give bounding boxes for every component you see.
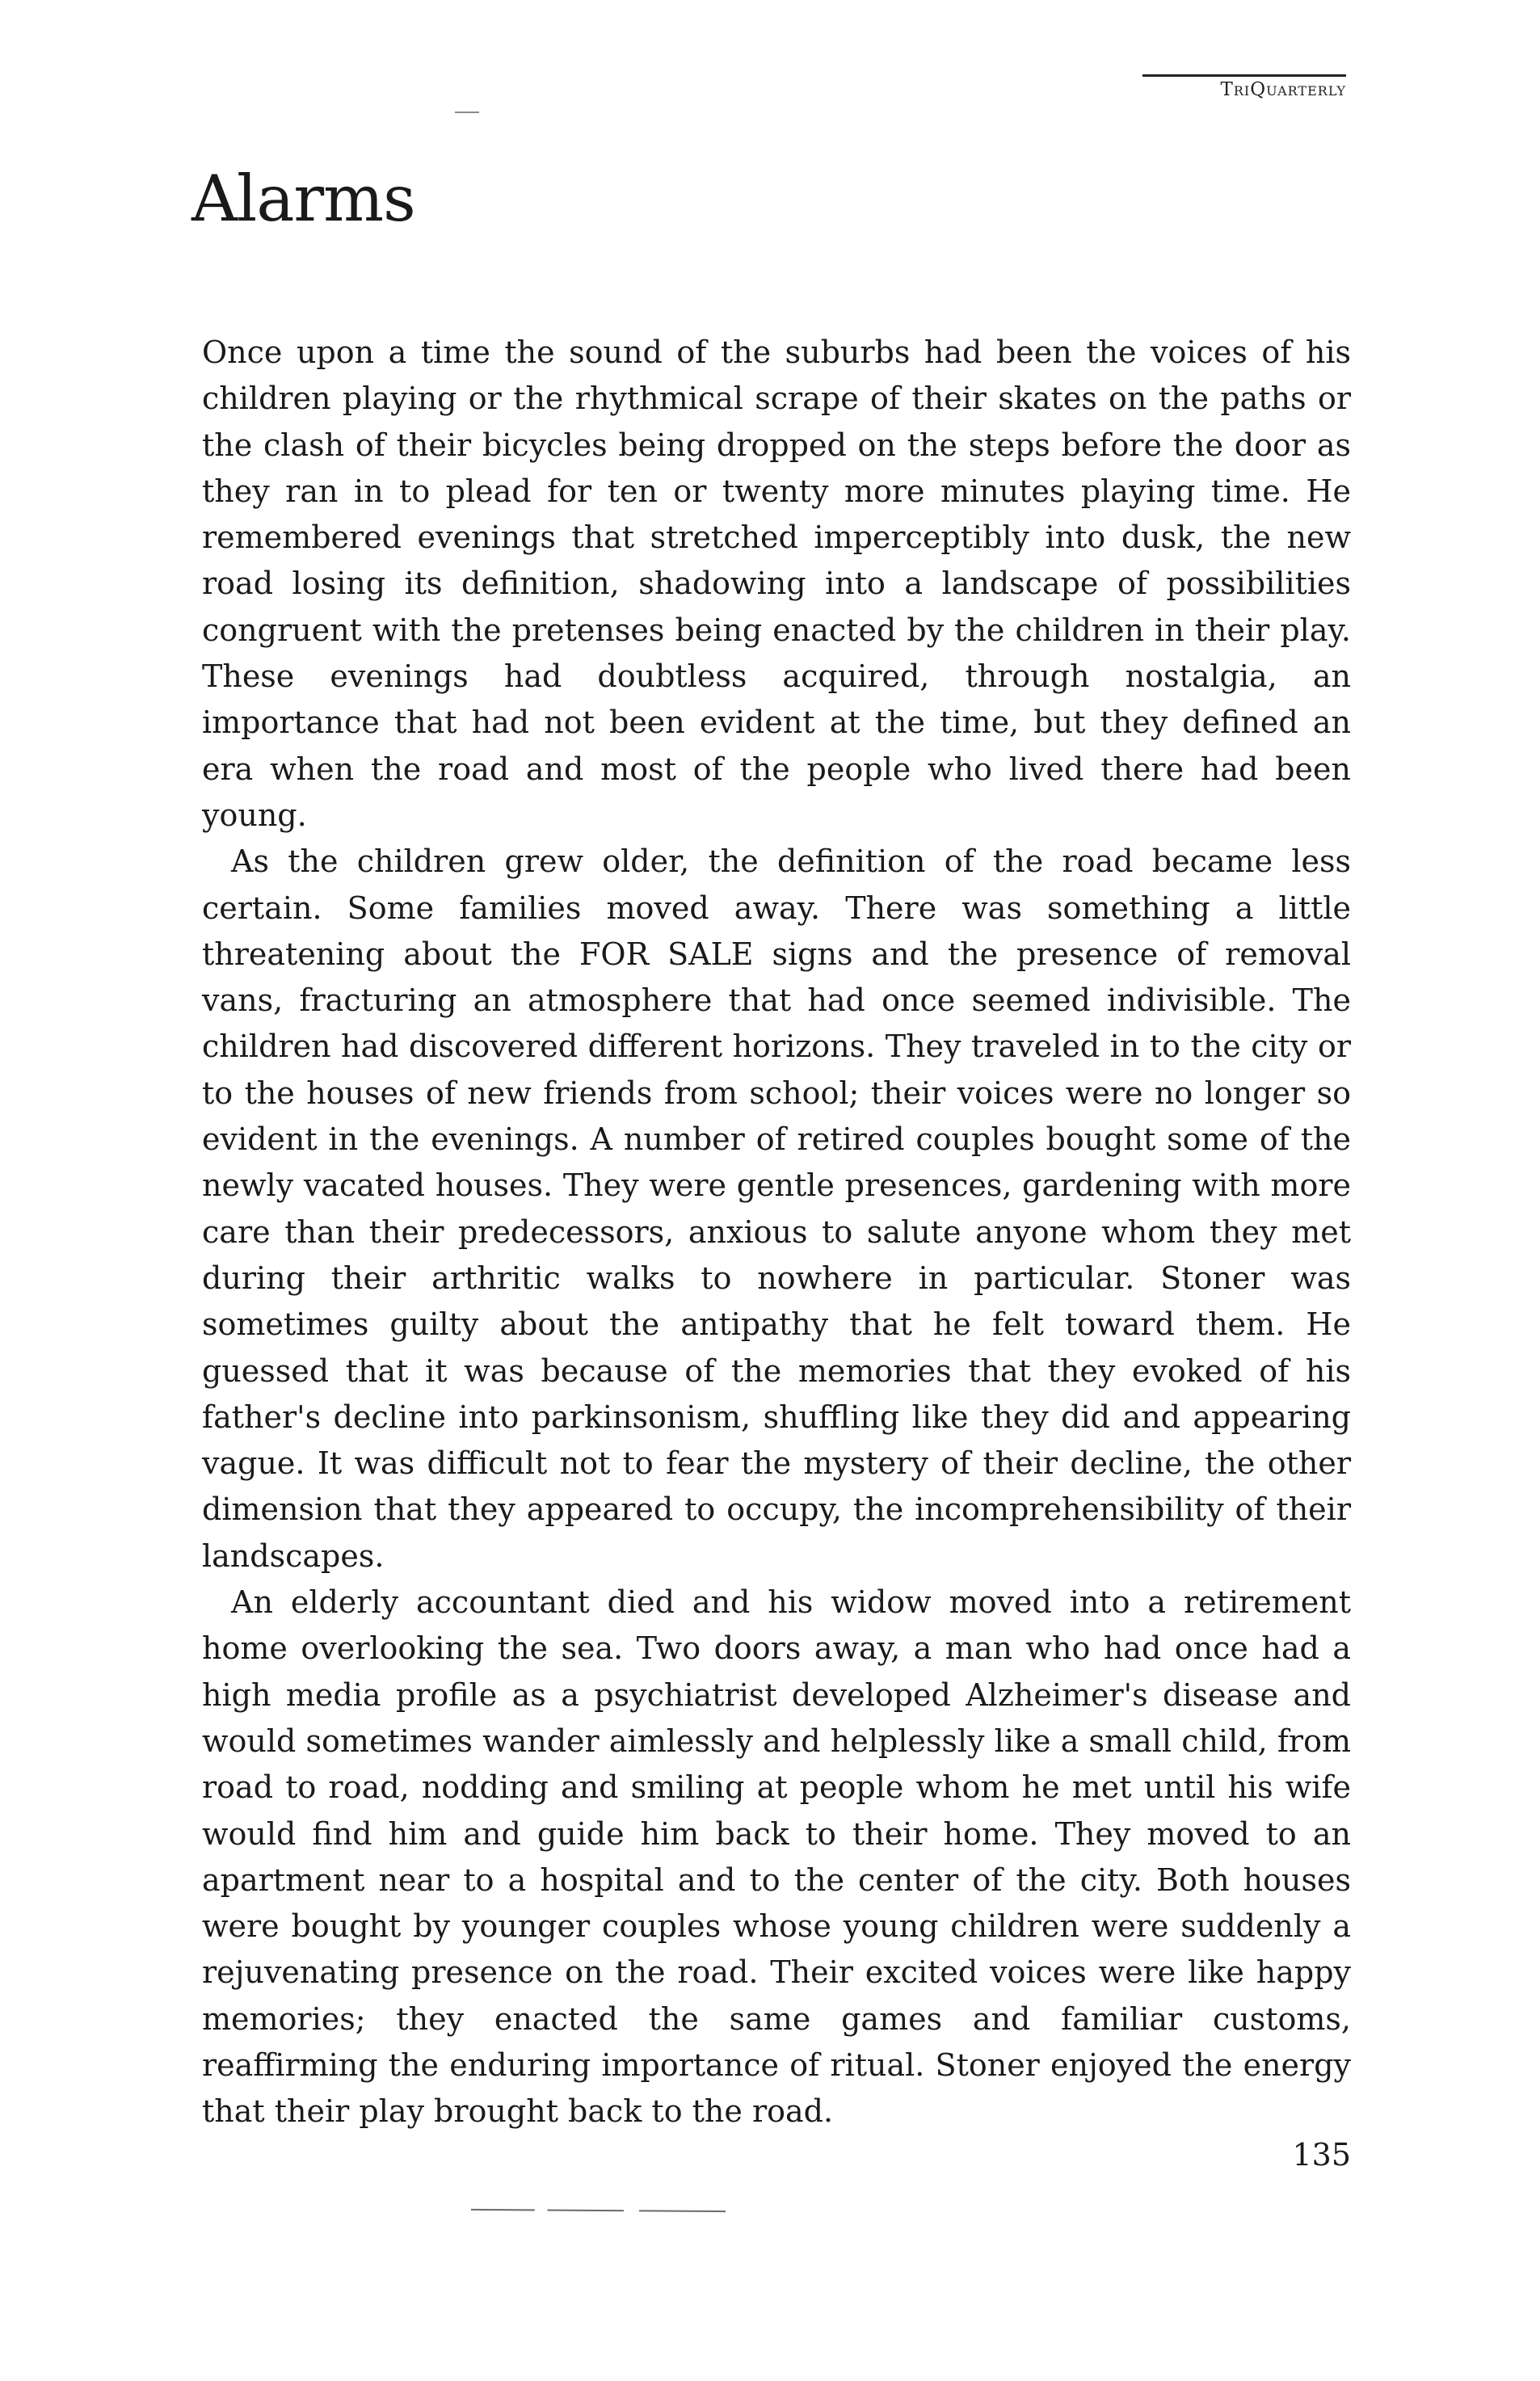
paragraph-2: As the children grew older, the definition of the road became less certain. Some families moved away. There was something a little threatening about the FOR SALE signs and the presence of removal vans, fracturing an atmosphere that had once seemed indivisible. The children had discovered different horizons. They traveled in to the city or to the houses of new friends from school; their voices were no longer so evident in the evenings. A number of retired couples bought some of the newly vacated houses. They were gentle presences, gardening with more care than their predecessors, anxious to salute anyone whom they met during their arthritic walks to nowhere in particular. Stoner was sometimes guilty about the antipathy that he felt toward them. He guessed that it was because of the memories that they evoked of his father's decline into parkinsonism, shuffling like they did and appearing vague. It was difficult not to fear the mystery of their decline, the other dimension that they appeared to occupy, the incomprehensibility of their landscapes. <box>202 843 1351 1574</box>
paragraph-3: An elderly accountant died and his widow moved into a retirement home overlooking the sea. Two doors away, a man who had once had a high media profile as a psychiatrist developed Alzheimer's disease and would sometimes wander aimlessly and helplessly like a small child, from road to road, nodding and smiling at people whom he met until his wife would find him and guide him back to their home. They moved to an apartment near to a hospital and to the center of the city. Both houses were bought by younger couples whose young children were suddenly a rejuvenating presence on the road. Their excited voices were like happy memories; they enacted the same games and familiar customs, reaffirming the enduring importance of ritual. Stoner enjoyed the energy that their play brought back to the road. <box>202 1584 1351 2130</box>
stray-scan-mark-bottom <box>471 2209 726 2212</box>
paragraph-1: Once upon a time the sound of the suburbs had been the voices of his children playing or the rhythmical scrape of their skates on the paths or the clash of their bicycles being dropped on the steps before the door as they ran in to plead for ten or twenty more minutes playing time. He remembered evenings that stretched imperceptibly into dusk, the new road losing its definition, shadowing into a landscape of possibilities congruent with the pretenses being enacted by the children in their play. These evenings had doubtless acquired, through nostalgia, an importance that had not been evident at the time, but they defined an era when the road and most of the people who lived there had been young. <box>202 334 1351 833</box>
page-number: 135 <box>1292 2137 1351 2173</box>
header-rule <box>1142 74 1346 77</box>
journal-name: TriQuarterly <box>1220 79 1346 100</box>
article-title: Alarms <box>191 162 415 236</box>
stray-scan-mark-top <box>455 111 479 113</box>
article-body <box>202 330 1351 2135</box>
